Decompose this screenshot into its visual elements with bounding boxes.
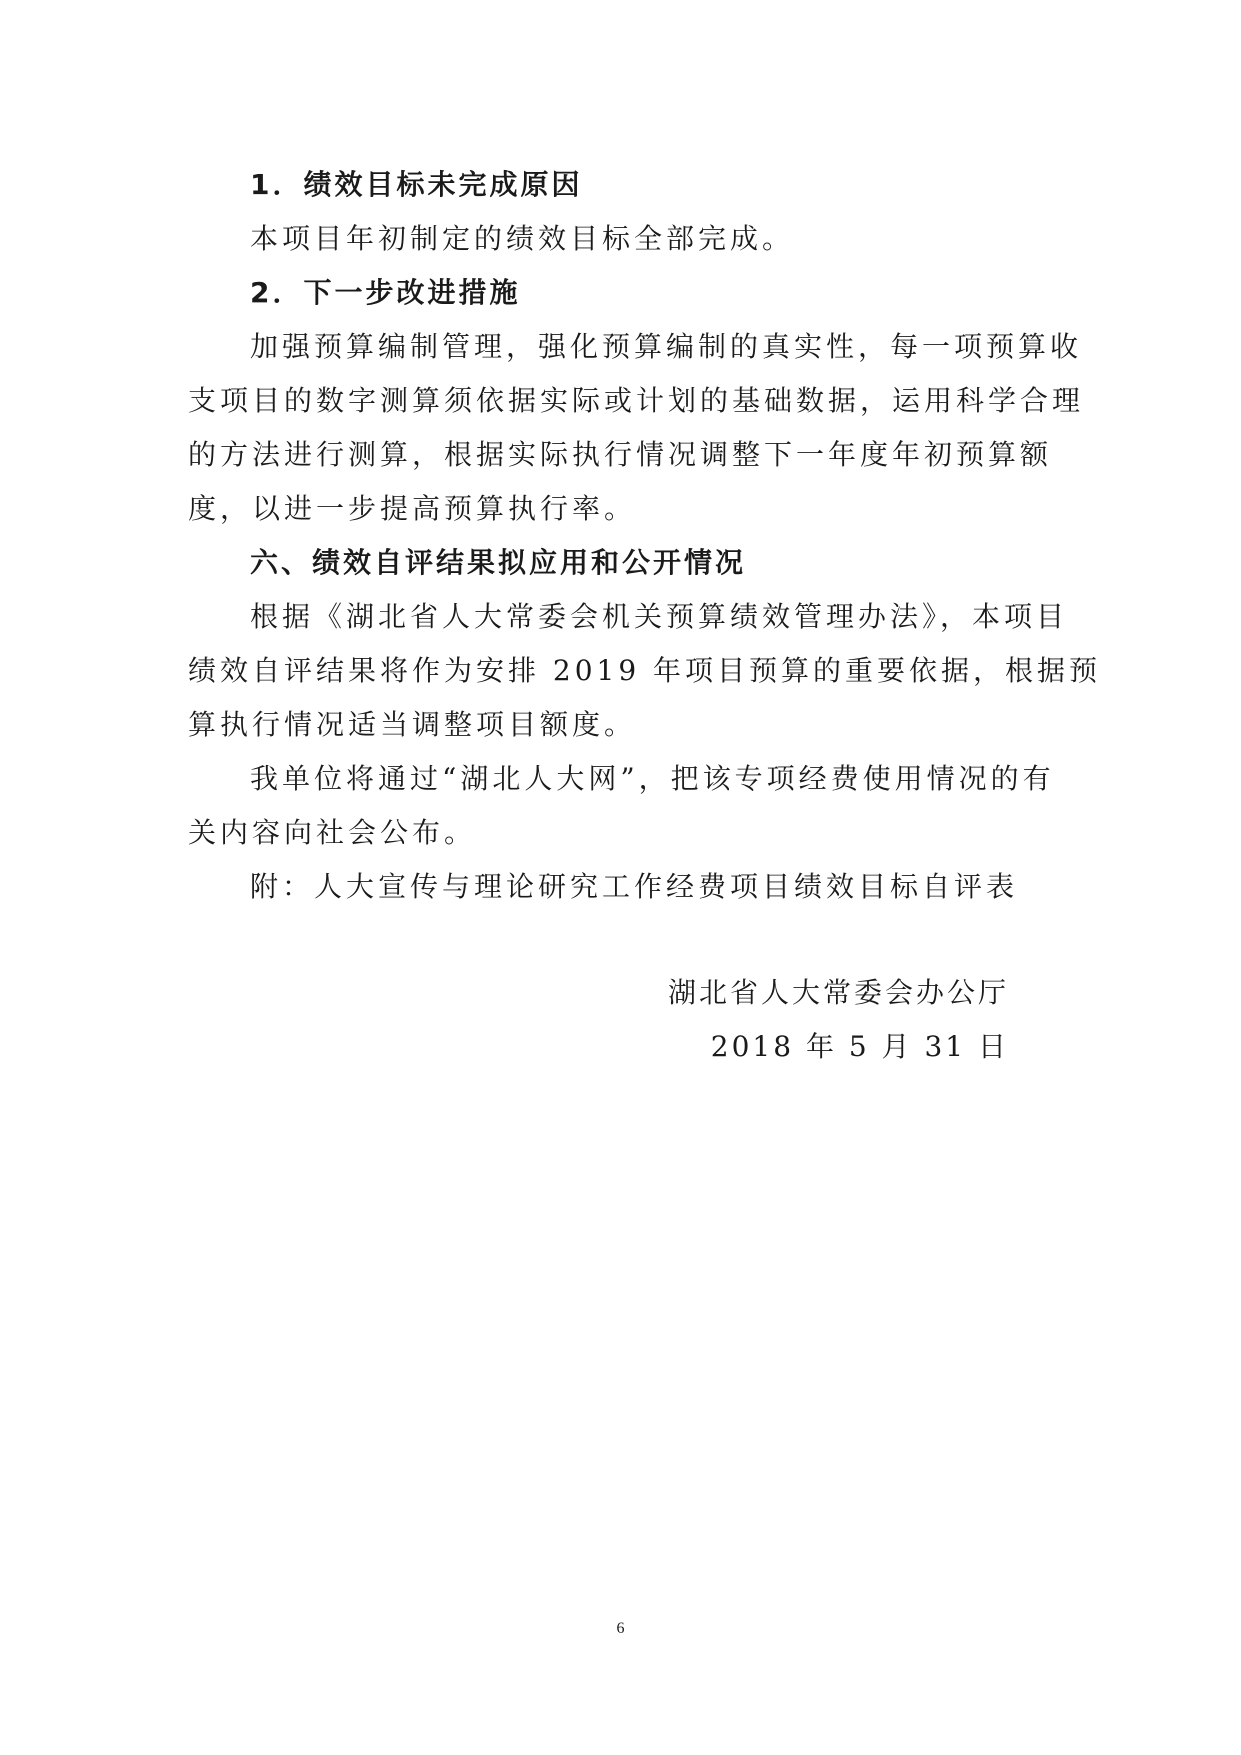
paragraph-line: 我单位将通过“湖北人大网”，把该专项经费使用情况的有: [250, 762, 1055, 795]
paragraph-line: 绩效自评结果将作为安排 2019 年项目预算的重要依据，根据预: [188, 654, 1102, 687]
paragraph-line: 根据《湖北省人大常委会机关预算绩效管理办法》，本项目: [250, 600, 1069, 633]
paragraph-line: 度，以进一步提高预算执行率。: [188, 492, 637, 525]
paragraph-line: 加强预算编制管理，强化预算编制的真实性，每一项预算收: [250, 330, 1083, 363]
paragraph-line: 本项目年初制定的绩效目标全部完成。: [250, 222, 795, 255]
signature-date: 2018 年 5 月 31 日: [710, 1030, 1009, 1063]
signature-block: [668, 966, 1009, 1074]
section-heading-six: 六、绩效自评结果拟应用和公开情况: [250, 546, 747, 579]
subsection-heading-reasons: 1．绩效目标未完成原因: [250, 168, 583, 201]
page-number: 6: [616, 1620, 625, 1637]
signature-organization: 湖北省人大常委会办公厅: [667, 976, 1009, 1009]
attachment-note: 附：人大宣传与理论研究工作经费项目绩效目标自评表: [250, 870, 1019, 903]
subsection-heading-improvements: 2．下一步改进措施: [250, 276, 521, 309]
document-body: [188, 158, 1102, 914]
paragraph-line: 支项目的数字测算须依据实际或计划的基础数据，运用科学合理: [188, 384, 1085, 417]
paragraph-line: 算执行情况适当调整项目额度。: [188, 708, 637, 741]
paragraph-line: 的方法进行测算，根据实际执行情况调整下一年度年初预算额: [188, 438, 1053, 471]
paragraph-line: 关内容向社会公布。: [188, 816, 477, 849]
